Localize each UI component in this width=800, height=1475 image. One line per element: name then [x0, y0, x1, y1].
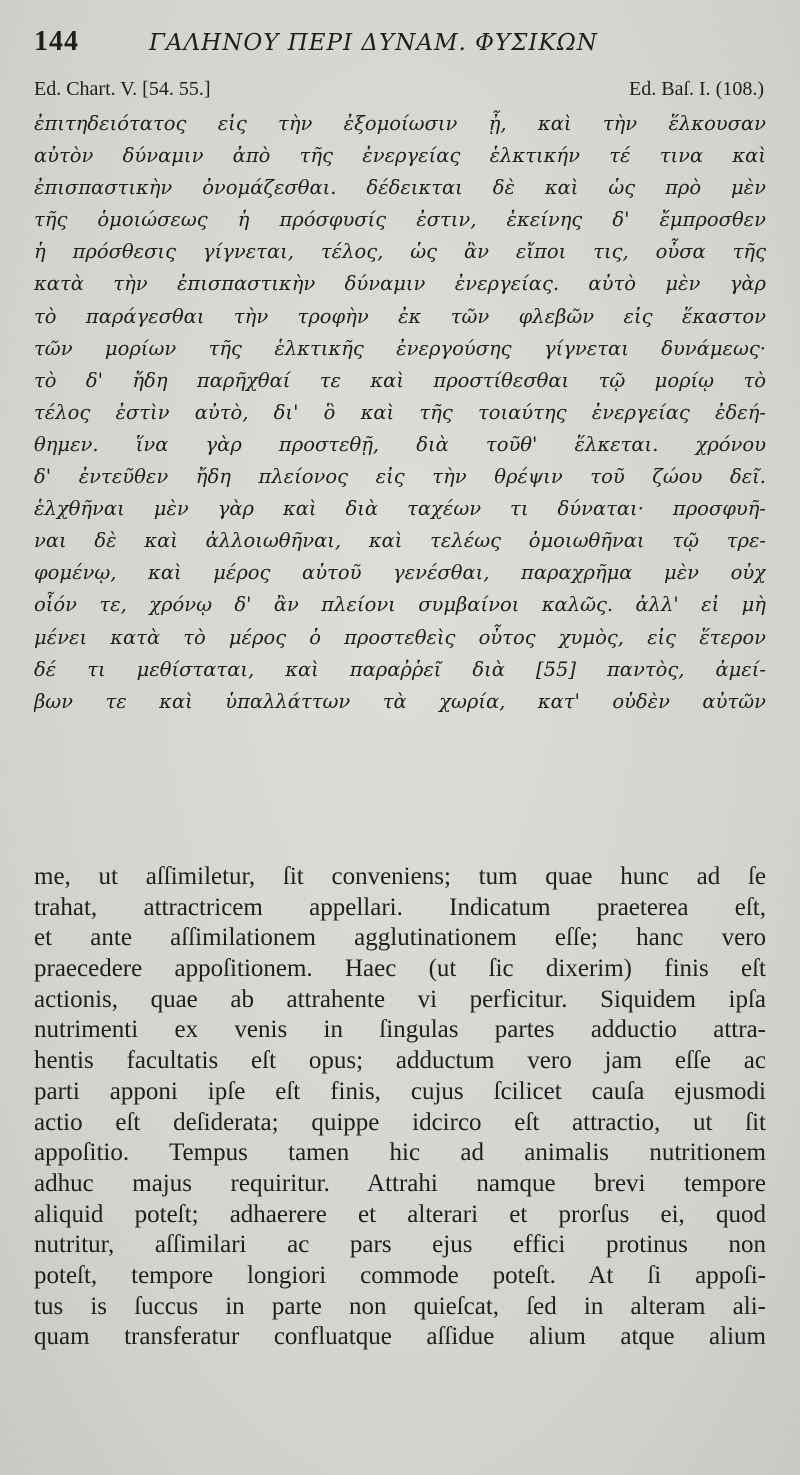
- page-header: [34, 26, 760, 66]
- latin-line: et ante aſſimilationem agglutinationem eſſe; hanc vero: [34, 924, 766, 952]
- greek-line: ναι δὲ καὶ ἀλλοιωθῆναι, καὶ τελέως ὁμοιωθῆναι τῷ τρε-: [34, 529, 766, 553]
- running-title: ΓΑΛΗΝΟΥ ΠΕΡΙ ΔΥΝΑΜ. ΦΥΣΙΚΩΝ: [149, 30, 598, 56]
- latin-line: actionis, quae ab attrahente vi perficitur. Siquidem ipſa: [34, 985, 766, 1013]
- greek-line: δέ τι μεθίσταται, καὶ παραῤῥεῖ διὰ [55] παντὸς, ἀμεί-: [34, 657, 766, 681]
- greek-line: τὸ δ' ἤδη παρῆχθαί τε καὶ προστίθεσθαι τῷ μορίῳ τὸ: [34, 368, 766, 392]
- latin-line: appoſitio. Tempus tamen hic ad animalis nutritionem: [34, 1139, 766, 1167]
- latin-line: trahat, attractricem appellari. Indicatum praeterea eſt,: [34, 893, 766, 921]
- greek-line: δ' ἐντεῦθεν ἤδη πλείονος εἰς τὴν θρέψιν τοῦ ζώου δεῖ.: [34, 465, 766, 489]
- greek-text-block: [34, 108, 766, 718]
- greek-line: τῆς ὁμοιώσεως ἡ πρόσφυσίς ἐστιν, ἐκείνης δ' ἔμπροσθεν: [34, 208, 766, 232]
- greek-line: οἷόν τε, χρόνῳ δ' ἂν πλείονι συμβαίνοι καλῶς. ἀλλ' εἰ μὴ: [34, 593, 766, 617]
- latin-line: me, ut aſſimiletur, ſit conveniens; tum quae hunc ad ſe: [34, 863, 766, 890]
- greek-line: ἐπισπαστικὴν ὀνομάζεσθαι. δέδεικται δὲ καὶ ὡς πρὸ μὲν: [34, 176, 766, 200]
- latin-line: actio eſt deſiderata; quippe idcirco eſt attractio, ut ſit: [34, 1108, 766, 1136]
- latin-line: quam transferatur confluatque aſſidue alium atque alium: [34, 1323, 766, 1351]
- latin-line: nutrimenti ex venis in ſingulas partes adductio attra-: [34, 1016, 766, 1044]
- greek-line: βων τε καὶ ὑπαλλάττων τὰ χωρία, κατ' οὐδὲν αὐτῶν: [34, 689, 766, 713]
- latin-line: tus is ſuccus in parte non quieſcat, ſed in alteram ali-: [34, 1292, 766, 1320]
- latin-line: poteſt, tempore longiori commode poteſt. At ſi appoſi-: [34, 1261, 766, 1289]
- greek-line: τὸ παράγεσθαι τὴν τροφὴν ἐκ τῶν φλεβῶν εἰς ἕκαστον: [34, 304, 766, 328]
- greek-line: τέλος ἐστὶν αὐτὸ, δι' ὃ καὶ τῆς τοιαύτης ἐνεργείας ἐδεή-: [34, 400, 766, 424]
- edition-reference-line: [34, 78, 764, 101]
- latin-line: adhuc majus requiritur. Attrahi namque brevi tempore: [34, 1169, 766, 1197]
- latin-line: praecedere appoſitionem. Haec (ut ſic dixerim) finis eſt: [34, 955, 766, 983]
- greek-line: θημεν. ἵνα γὰρ προστεθῇ, διὰ τοῦθ' ἕλκεται. χρόνου: [34, 432, 766, 456]
- latin-line: nutritur, aſſimilari ac pars ejus effici protinus non: [34, 1231, 766, 1259]
- greek-line: ἡ πρόσθεσις γίγνεται, τέλος, ὡς ἂν εἴποι τις, οὖσα τῆς: [34, 240, 766, 264]
- page-number: 144: [34, 26, 79, 57]
- greek-line: φομένῳ, καὶ μέρος αὐτοῦ γενέσθαι, παραχρῆμα μὲν οὐχ: [34, 561, 766, 585]
- greek-line: ἐπιτηδειότατος εἰς τὴν ἐξομοίωσιν ᾖ, καὶ τὴν ἕλκουσαν: [34, 112, 766, 135]
- greek-line: κατὰ τὴν ἐπισπαστικὴν δύναμιν ἐνεργείας. αὐτὸ μὲν γὰρ: [34, 272, 766, 296]
- edition-reference-left: Ed. Chart. V. [54. 55.]: [34, 78, 211, 100]
- latin-line: parti apponi ipſe eſt finis, cujus ſcilicet cauſa ejusmodi: [34, 1077, 766, 1105]
- greek-line: αὐτὸν δύναμιν ἀπὸ τῆς ἐνεργείας ἑλκτικήν τέ τινα καὶ: [34, 144, 766, 168]
- greek-line: ἑλχθῆναι μὲν γὰρ καὶ διὰ ταχέων τι δύναται· προσφυῆ-: [34, 497, 766, 521]
- edition-reference-right: Ed. Baſ. I. (108.): [629, 78, 764, 100]
- latin-line: hentis facultatis eſt opus; adductum vero jam eſſe ac: [34, 1047, 766, 1075]
- latin-line: aliquid poteſt; adhaerere et alterari et prorſus ei, quod: [34, 1200, 766, 1228]
- greek-line: τῶν μορίων τῆς ἑλκτικῆς ἐνεργούσης γίγνεται δυνάμεως·: [34, 336, 766, 360]
- latin-text-block: [34, 862, 766, 1353]
- greek-line: μένει κατὰ τὸ μέρος ὁ προστεθεὶς οὗτος χυμὸς, εἰς ἕτερον: [34, 625, 766, 649]
